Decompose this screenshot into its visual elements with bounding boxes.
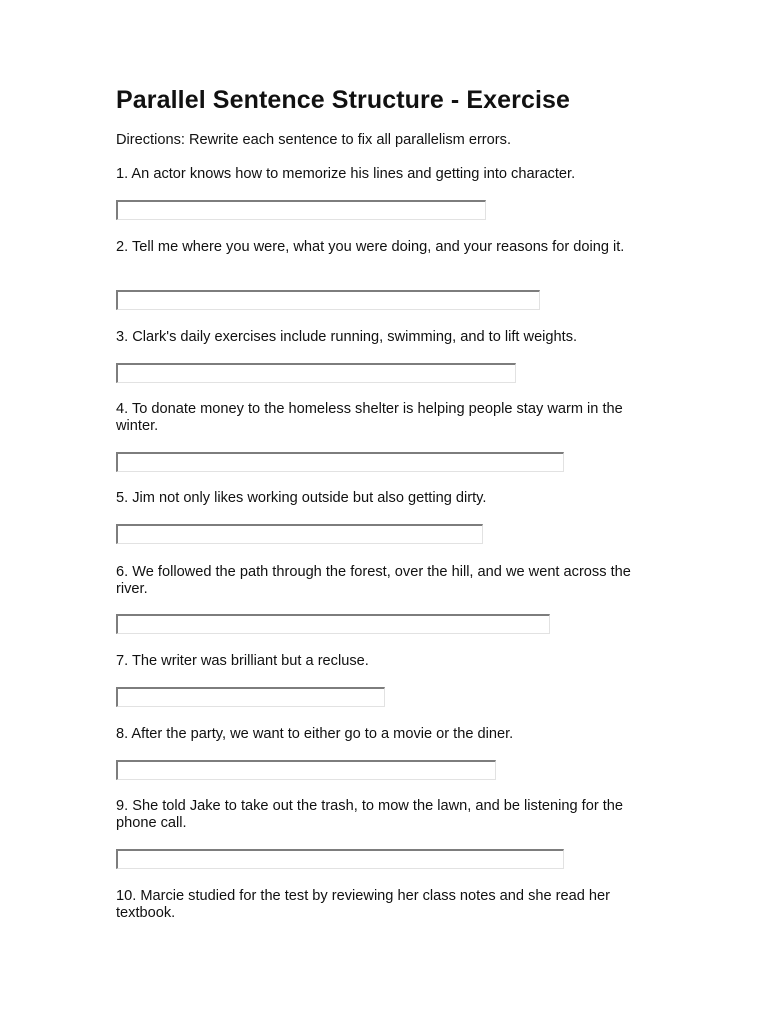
question-10: 10. Marcie studied for the test by reviewing her class notes and she read her textbook. bbox=[116, 888, 611, 921]
question-9: 9. She told Jake to take out the trash, to mow the lawn, and be listening for the phone call. bbox=[116, 798, 624, 831]
answer-field-3[interactable] bbox=[116, 363, 516, 383]
question-4: 4. To donate money to the homeless shelter is helping people stay warm in the winter. bbox=[116, 401, 623, 434]
answer-field-9[interactable] bbox=[116, 849, 564, 869]
question-7: 7. The writer was brilliant but a recluse. bbox=[116, 653, 369, 669]
answer-field-1[interactable] bbox=[116, 200, 486, 220]
answer-field-6[interactable] bbox=[116, 614, 550, 634]
question-1: 1. An actor knows how to memorize his lines and getting into character. bbox=[116, 166, 576, 182]
question-6: 6. We followed the path through the forest, over the hill, and we went across the river. bbox=[116, 564, 631, 597]
answer-field-8[interactable] bbox=[116, 760, 496, 780]
page-title: Parallel Sentence Structure - Exercise bbox=[116, 86, 571, 114]
question-2: 2. Tell me where you were, what you were doing, and your reasons for doing it. bbox=[116, 239, 625, 255]
answer-field-2[interactable] bbox=[116, 290, 540, 310]
question-5: 5. Jim not only likes working outside but also getting dirty. bbox=[116, 490, 487, 506]
directions-text: Directions: Rewrite each sentence to fix all parallelism errors. bbox=[116, 132, 511, 148]
answer-field-4[interactable] bbox=[116, 452, 564, 472]
answer-field-7[interactable] bbox=[116, 687, 385, 707]
question-3: 3. Clark's daily exercises include running, swimming, and to lift weights. bbox=[116, 329, 578, 345]
question-8: 8. After the party, we want to either go to a movie or the diner. bbox=[116, 726, 514, 742]
answer-field-5[interactable] bbox=[116, 524, 483, 544]
